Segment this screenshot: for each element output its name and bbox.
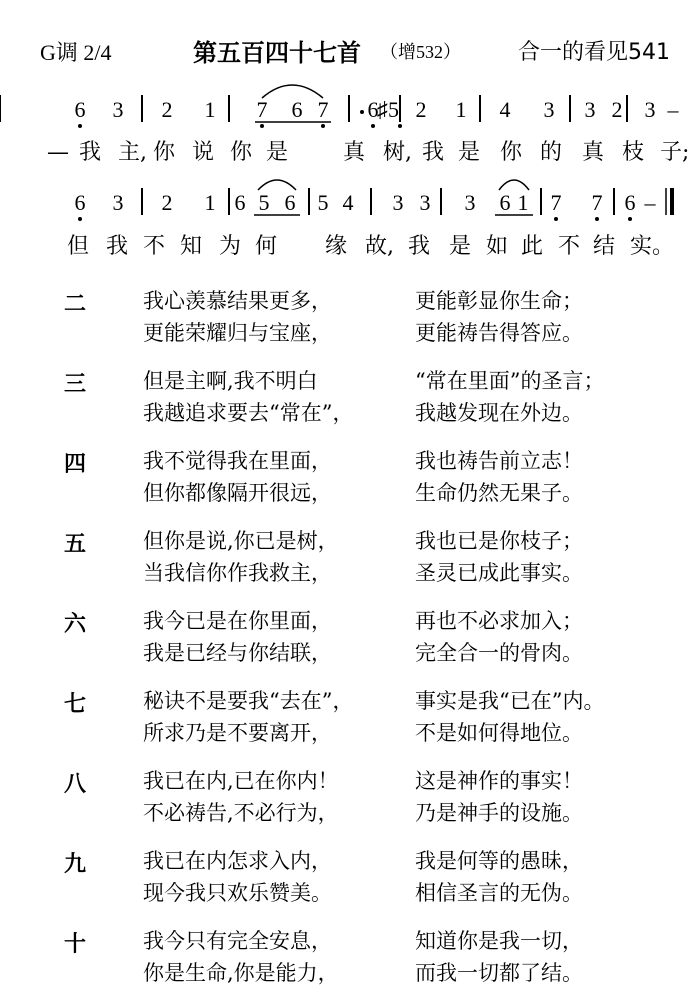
slur (258, 180, 296, 190)
stanza-line: 我今已是在你里面， (143, 609, 332, 633)
note: 5 (317, 190, 329, 215)
stanza-number: 十 (64, 932, 87, 957)
lyric-char: 主, (118, 140, 147, 165)
note: – (644, 190, 656, 215)
note: 2 (415, 97, 427, 122)
note: 1 (455, 97, 467, 122)
stanza-line: 但你都像隔开很远， (143, 481, 332, 505)
hymn-alt-title: 合一的看见541 (518, 40, 670, 65)
stanza-line: 圣灵已成此事实。 (415, 561, 583, 585)
stanza-line: 我也祷告前立志！ (415, 449, 583, 473)
note: 1 (204, 190, 216, 215)
note: 6 (367, 97, 379, 122)
stanza-line: 不是如何得地位。 (415, 721, 583, 745)
stanza-line: 更能荣耀归与宝座， (143, 321, 332, 345)
lyric-char: 子; (660, 140, 690, 165)
stanza-line: 我已在内怎求入内， (143, 849, 332, 873)
stanza-number: 四 (64, 452, 87, 477)
note: 3 (584, 97, 596, 122)
octave-dot (78, 124, 82, 128)
lyric-char: 不 (143, 234, 166, 259)
stanza-line: 我越追求要去“常在”， (143, 401, 354, 425)
note: 7 (317, 97, 329, 122)
stanza-number: 八 (64, 772, 87, 797)
lyric-char: 树, (383, 140, 412, 165)
note: 3 (392, 190, 404, 215)
lyric-char: 缘 (325, 234, 348, 259)
stanza-line: 我今只有完全安息， (143, 929, 332, 953)
stanza-line: 我是何等的愚昧， (415, 849, 583, 873)
note: 7 (591, 190, 603, 215)
stanza-line: 我越发现在外边。 (415, 401, 583, 425)
note: 3 (112, 97, 124, 122)
note: 3 (644, 97, 656, 122)
note: 7 (256, 97, 268, 122)
stanza-line: “常在里面”的圣言； (415, 369, 605, 393)
stanza-line: 相信圣言的无伪。 (415, 881, 583, 905)
stanza-number: 六 (64, 612, 87, 637)
lyric-char: 结 (593, 234, 616, 259)
note: ♯5 (377, 97, 399, 122)
note: 3 (543, 97, 555, 122)
lyric-char: 我 (106, 234, 129, 259)
lyric-char: 我 (422, 140, 445, 165)
lyric-char: 但 (67, 234, 90, 259)
hymn-supplement-number: （增532） (380, 42, 461, 62)
stanza-line: 我不觉得我在里面， (143, 449, 332, 473)
note: 3 (464, 190, 476, 215)
lyric-char: 真 (582, 140, 605, 165)
lyric-char: 真 (343, 140, 366, 165)
stanza-line: 事实是我“已在”内。 (415, 689, 605, 713)
stanza-line: 我心羡慕结果更多， (143, 289, 332, 313)
lyric-char: 你 (500, 140, 523, 165)
stanza-line: 再也不必求加入； (415, 609, 583, 633)
slur (499, 180, 529, 190)
stanza-line: 现今我只欢乐赞美。 (143, 881, 332, 905)
note: 6 (74, 97, 86, 122)
stanza-number: 七 (64, 692, 87, 717)
stanza-line: 当我信你作我救主， (143, 561, 332, 585)
stanza-line: 你是生命,你是能力， (143, 961, 339, 985)
note: 3 (419, 190, 431, 215)
octave-dot (78, 217, 82, 221)
stanza-number: 三 (64, 372, 87, 397)
lyric-char: 如 (486, 234, 509, 259)
lyric-char: 此 (521, 234, 544, 259)
lyric-char: 为 (219, 234, 242, 259)
stanza-number: 二 (64, 292, 87, 317)
lyric-char: 不 (558, 234, 581, 259)
stanza-line: 秘诀不是要我“去在”， (143, 689, 354, 713)
note: 6 (234, 190, 246, 215)
octave-dot (398, 124, 402, 128)
note: 1 (204, 97, 216, 122)
key-time-signature: G调 2/4 (40, 40, 112, 65)
stanza-line: 完全合一的骨肉。 (415, 641, 583, 665)
note: 6 (284, 190, 296, 215)
note: 1 (517, 190, 529, 215)
augmentation-dot (360, 110, 364, 114)
note: 6 (499, 190, 511, 215)
octave-dot (321, 124, 325, 128)
note: 7 (550, 190, 562, 215)
lyric-char: 你 (230, 140, 253, 165)
lyric-char: 何 (255, 234, 278, 259)
hymn-title: 第五百四十七首 (193, 39, 361, 67)
note: 4 (342, 190, 354, 215)
stanza-line: 生命仍然无果子。 (415, 481, 583, 505)
stanza-line: 所求乃是不要离开， (143, 721, 332, 745)
music-score (0, 0, 700, 270)
stanza-line: 我是已经与你结联， (143, 641, 332, 665)
note: 2 (611, 97, 623, 122)
lyric-char: 实。 (630, 234, 675, 259)
note: 6 (291, 97, 303, 122)
note: 6 (624, 190, 636, 215)
stanza-line: 更能彰显你生命； (415, 289, 583, 313)
lyric-char: 我 (408, 234, 431, 259)
stanza-line: 我已在内,已在你内！ (143, 769, 339, 793)
stanza-line: 但你是说,你已是树， (143, 529, 339, 553)
octave-dot (628, 217, 632, 221)
lyric-char: 是 (458, 140, 481, 165)
note: 2 (161, 190, 173, 215)
lyric-char: 是 (449, 234, 472, 259)
stanza-line: 我也已是你枝子； (415, 529, 583, 553)
lyric-char: — (47, 140, 69, 165)
note: 5 (258, 190, 270, 215)
stanza-line: 但是主啊,我不明白 (143, 369, 318, 393)
lyric-char: 是 (266, 140, 289, 165)
stanza-line: 这是神作的事实！ (415, 769, 583, 793)
octave-dot (260, 124, 264, 128)
note: 4 (499, 97, 511, 122)
stanza-line: 不必祷告,不必行为， (143, 801, 339, 825)
lyric-char: 的 (540, 140, 563, 165)
lyric-char: 你 (153, 140, 176, 165)
octave-dot (554, 217, 558, 221)
lyric-char: 故, (365, 234, 394, 259)
octave-dot (371, 124, 375, 128)
lyric-char: 我 (79, 140, 102, 165)
stanza-line: 而我一切都了结。 (415, 961, 583, 985)
octave-dot (595, 217, 599, 221)
lyric-char: 知 (180, 234, 203, 259)
note: 2 (161, 97, 173, 122)
stanza-line: 知道你是我一切， (415, 929, 583, 953)
lyric-char: 枝 (622, 140, 645, 165)
stanza-number: 九 (64, 852, 87, 877)
note: 3 (112, 190, 124, 215)
stanza-line: 乃是神手的设施。 (415, 801, 583, 825)
stanza-number: 五 (64, 532, 87, 557)
note: – (667, 97, 679, 122)
lyric-char: 说 (192, 140, 215, 165)
note: 6 (74, 190, 86, 215)
stanza-line: 更能祷告得答应。 (415, 321, 583, 345)
